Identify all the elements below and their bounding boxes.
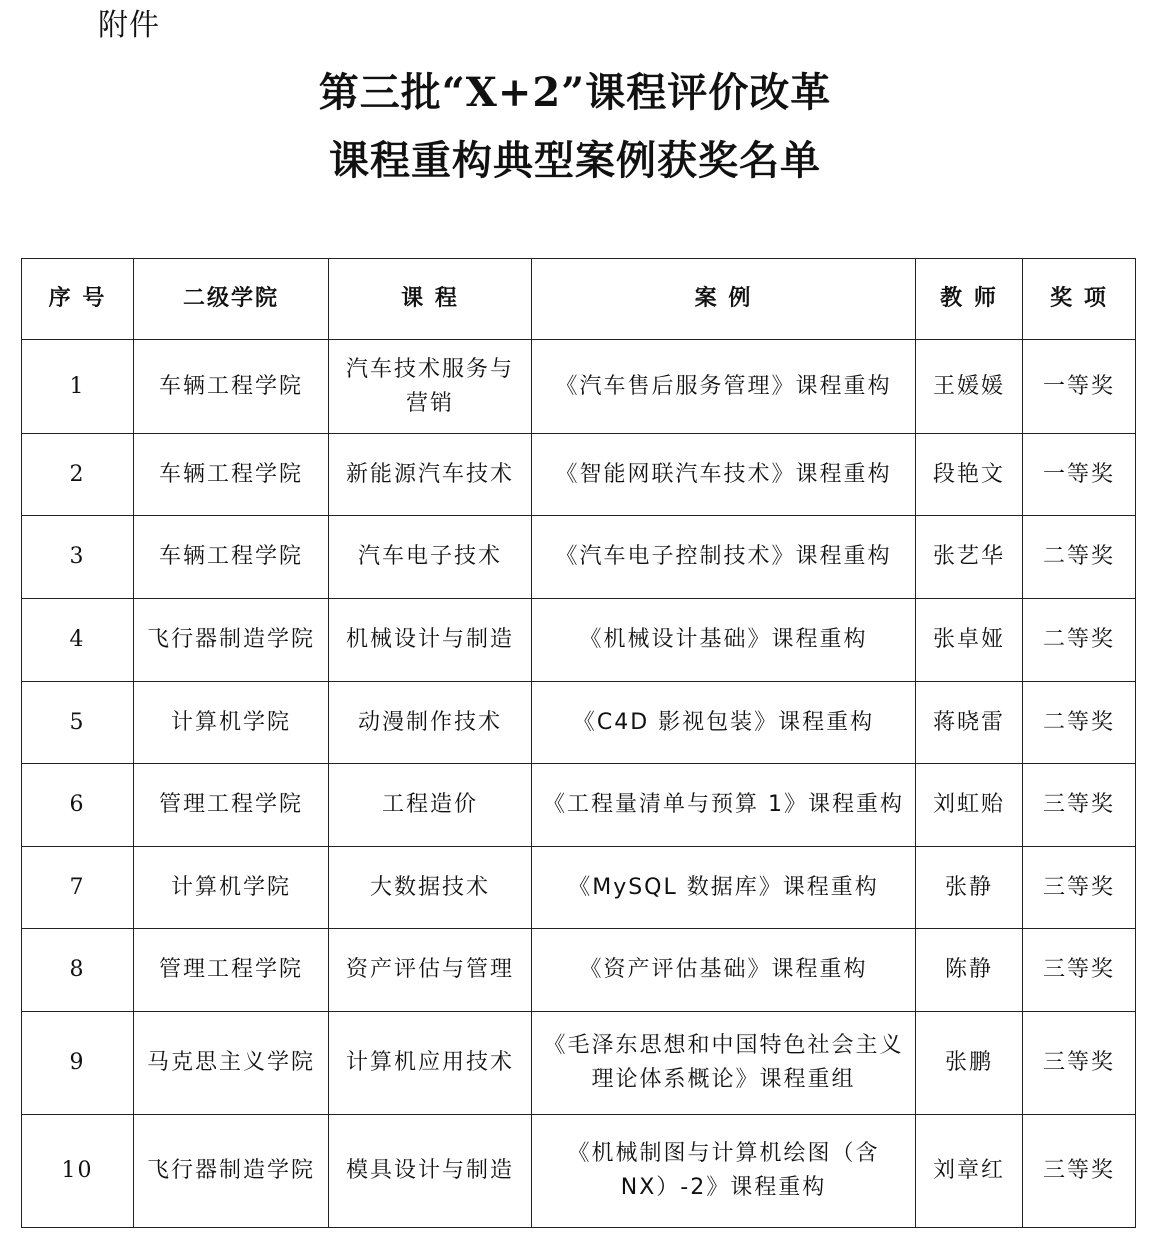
cell-college: 计算机学院 — [134, 847, 329, 929]
cell-course: 动漫制作技术 — [329, 682, 532, 764]
cell-teacher: 刘章红 — [916, 1115, 1023, 1228]
cell-college: 计算机学院 — [134, 682, 329, 764]
table-header-row — [22, 259, 1136, 340]
cell-case: 《机械设计基础》课程重构 — [532, 599, 916, 682]
cell-course: 工程造价 — [329, 764, 532, 847]
cell-teacher: 陈静 — [916, 929, 1023, 1012]
cell-award: 三等奖 — [1023, 847, 1136, 929]
cell-college: 车辆工程学院 — [134, 516, 329, 599]
header-course: 课 程 — [329, 259, 532, 340]
cell-college: 飞行器制造学院 — [134, 599, 329, 682]
cell-no: 2 — [22, 434, 134, 516]
cell-course: 大数据技术 — [329, 847, 532, 929]
cell-college: 飞行器制造学院 — [134, 1115, 329, 1228]
header-case: 案 例 — [532, 259, 916, 340]
cell-case: 《资产评估基础》课程重构 — [532, 929, 916, 1012]
cell-teacher: 蒋晓雷 — [916, 682, 1023, 764]
table-row — [22, 599, 1136, 682]
table-row — [22, 682, 1136, 764]
header-award: 奖 项 — [1023, 259, 1136, 340]
table-row — [22, 1115, 1136, 1228]
cell-award: 三等奖 — [1023, 1115, 1136, 1228]
cell-no: 4 — [22, 599, 134, 682]
cell-teacher: 张卓娅 — [916, 599, 1023, 682]
cell-case: 《智能网联汽车技术》课程重构 — [532, 434, 916, 516]
cell-teacher: 张鹏 — [916, 1012, 1023, 1115]
cell-teacher: 王媛媛 — [916, 340, 1023, 434]
cell-award: 三等奖 — [1023, 929, 1136, 1012]
cell-course: 汽车电子技术 — [329, 516, 532, 599]
cell-course: 机械设计与制造 — [329, 599, 532, 682]
cell-no: 1 — [22, 340, 134, 434]
cell-case: 《汽车售后服务管理》课程重构 — [532, 340, 916, 434]
table-row — [22, 847, 1136, 929]
cell-teacher: 刘虹贻 — [916, 764, 1023, 847]
attachment-label: 附件 — [98, 8, 160, 43]
table-row — [22, 1012, 1136, 1115]
cell-award: 一等奖 — [1023, 434, 1136, 516]
table-row — [22, 929, 1136, 1012]
cell-college: 车辆工程学院 — [134, 340, 329, 434]
cell-teacher: 段艳文 — [916, 434, 1023, 516]
table-row — [22, 516, 1136, 599]
cell-award: 三等奖 — [1023, 1012, 1136, 1115]
cell-no: 8 — [22, 929, 134, 1012]
cell-college: 管理工程学院 — [134, 764, 329, 847]
table-row — [22, 340, 1136, 434]
document-title-line-2: 课程重构典型案例获奖名单 — [329, 137, 821, 184]
cell-award: 二等奖 — [1023, 599, 1136, 682]
cell-no: 10 — [22, 1115, 134, 1228]
header-college: 二级学院 — [134, 259, 329, 340]
cell-case: 《MySQL 数据库》课程重构 — [532, 847, 916, 929]
cell-case: 《工程量清单与预算 1》课程重构 — [532, 764, 916, 847]
table-row — [22, 434, 1136, 516]
cell-no: 3 — [22, 516, 134, 599]
header-no: 序 号 — [22, 259, 134, 340]
cell-case: 《机械制图与计算机绘图（含 NX）-2》课程重构 — [532, 1115, 916, 1228]
cell-no: 5 — [22, 682, 134, 764]
cell-award: 二等奖 — [1023, 682, 1136, 764]
cell-college: 马克思主义学院 — [134, 1012, 329, 1115]
cell-course: 新能源汽车技术 — [329, 434, 532, 516]
cell-case: 《毛泽东思想和中国特色社会主义理论体系概论》课程重组 — [532, 1012, 916, 1115]
cell-award: 二等奖 — [1023, 516, 1136, 599]
cell-teacher: 张艺华 — [916, 516, 1023, 599]
cell-course: 模具设计与制造 — [329, 1115, 532, 1228]
cell-case: 《C4D 影视包装》课程重构 — [532, 682, 916, 764]
cell-case: 《汽车电子控制技术》课程重构 — [532, 516, 916, 599]
document-title-line-1: 第三批“X+2”课程评价改革 — [318, 69, 832, 116]
cell-no: 6 — [22, 764, 134, 847]
cell-no: 9 — [22, 1012, 134, 1115]
cell-teacher: 张静 — [916, 847, 1023, 929]
awards-table — [21, 258, 1136, 1228]
cell-course: 计算机应用技术 — [329, 1012, 532, 1115]
cell-college: 车辆工程学院 — [134, 434, 329, 516]
cell-award: 三等奖 — [1023, 764, 1136, 847]
table-row — [22, 764, 1136, 847]
cell-course: 汽车技术服务与营销 — [329, 340, 532, 434]
cell-no: 7 — [22, 847, 134, 929]
cell-course: 资产评估与管理 — [329, 929, 532, 1012]
cell-award: 一等奖 — [1023, 340, 1136, 434]
cell-college: 管理工程学院 — [134, 929, 329, 1012]
header-teacher: 教 师 — [916, 259, 1023, 340]
